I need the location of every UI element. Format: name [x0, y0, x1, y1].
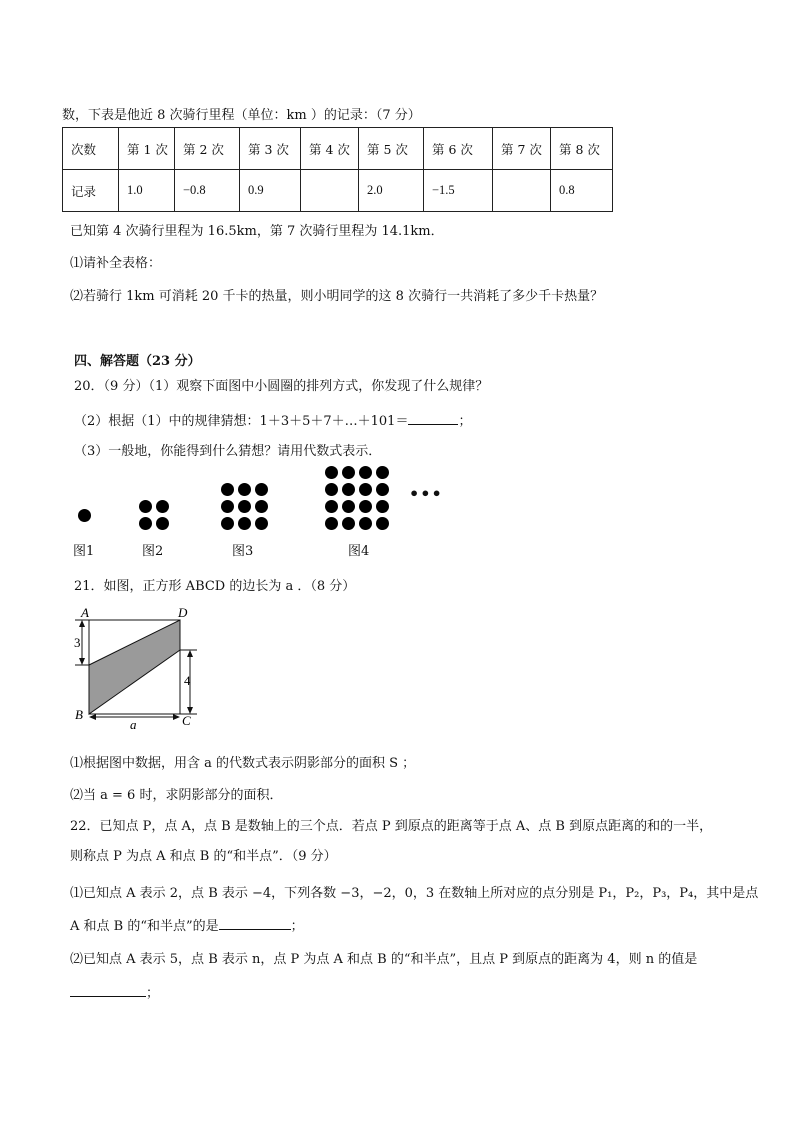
dot: [221, 500, 234, 513]
table-cell-empty[interactable]: [301, 170, 359, 212]
dot: [156, 500, 169, 513]
q22-part1b-text: A 和点 B 的“和半点”的是: [70, 919, 219, 934]
dot: [376, 466, 389, 479]
table-cell: 第 5 次: [359, 128, 424, 170]
dot: [139, 517, 152, 530]
table-cell: 第 2 次: [175, 128, 240, 170]
table-cell: −0.8: [175, 170, 240, 212]
ellipsis-dots: •••: [409, 484, 443, 503]
shaded-region: [89, 620, 180, 714]
q20-line2-text: （2）根据（1）中的规律猜想：1＋3＋5＋7＋…＋101＝: [74, 414, 409, 429]
record-table: [62, 127, 613, 212]
dot: [255, 483, 268, 496]
q21-part1: ⑴根据图中数据，用含 a 的代数式表示阴影部分的面积 S ；: [70, 756, 416, 771]
table-cell: 第 8 次: [551, 128, 613, 170]
table-cell: 第 4 次: [301, 128, 359, 170]
dot: [342, 517, 355, 530]
dot: [156, 517, 169, 530]
label-a-vertex: A: [81, 605, 89, 620]
q22-part2a: ⑵已知点 A 表示 5，点 B 表示 n，点 P 为点 A 和点 B 的“和半点”，且点 P 到原点的距离为 4，则 n 的值是: [70, 952, 698, 967]
dot: [359, 500, 372, 513]
dot: [255, 517, 268, 530]
arrow-icon: [173, 714, 180, 720]
q20-line3: （3）一般地，你能得到什么猜想？请用代数式表示．: [74, 444, 382, 459]
q20-line2: [74, 410, 471, 429]
dot: [221, 483, 234, 496]
dot: [376, 517, 389, 530]
table-row: [63, 170, 613, 212]
table-cell: 第 3 次: [240, 128, 301, 170]
q21-part2: ⑵当 a = 6 时，求阴影部分的面积．: [70, 788, 283, 803]
label-three: 3: [74, 635, 81, 650]
arrow-icon: [89, 714, 96, 720]
table-cell: −1.5: [424, 170, 493, 212]
dot: [238, 483, 251, 496]
q20-line2-end: ；: [458, 414, 472, 429]
q19-part2: ⑵若骑行 1km 可消耗 20 千卡的热量，则小明同学的这 8 次骑行一共消耗了多少千卡热量？: [70, 289, 604, 304]
q22-line1: 22．已知点 P，点 A，点 B 是数轴上的三个点．若点 P 到原点的距离等于点 A、点 B 到原点距离的和的一半，: [70, 819, 713, 834]
dot: [238, 500, 251, 513]
figure-label: 图3: [232, 544, 254, 559]
table-cell: 记录: [63, 170, 119, 212]
section-title: 四、解答题（23 分）: [74, 354, 201, 369]
dot: [221, 517, 234, 530]
figure-label: 图4: [348, 544, 370, 559]
dot: [139, 500, 152, 513]
label-c-vertex: C: [182, 713, 191, 728]
q20-line1: 20．（9 分）（1）观察下面图中小圆圈的排列方式，你发现了什么规律？: [74, 379, 489, 394]
table-cell: 次数: [63, 128, 119, 170]
arrow-icon: [187, 650, 193, 657]
dot: [325, 500, 338, 513]
dot: [342, 466, 355, 479]
dot: [255, 500, 268, 513]
q22-part1b: [70, 915, 304, 934]
arrow-icon: [79, 620, 85, 627]
table-cell: 0.9: [240, 170, 301, 212]
table-cell: 1.0: [119, 170, 175, 212]
dot: [325, 517, 338, 530]
dot: [376, 483, 389, 496]
q19-known: 已知第 4 次骑行里程为 16.5km，第 7 次骑行里程为 14.1km．: [70, 224, 444, 239]
q22-part2b-end: ；: [146, 986, 160, 1001]
dot: [376, 500, 389, 513]
dot: [325, 466, 338, 479]
label-b-vertex: B: [75, 707, 83, 722]
q19-intro: 数，下表是他近 8 次骑行里程（单位：km ）的记录：（7 分）: [62, 108, 421, 123]
q22-part1b-end: ；: [290, 919, 304, 934]
dot: [359, 483, 372, 496]
table-cell: 0.8: [551, 170, 613, 212]
table-cell-empty[interactable]: [493, 170, 551, 212]
dot: [342, 483, 355, 496]
q21-line1: 21．如图，正方形 ABCD 的边长为 a ．（8 分）: [74, 579, 356, 594]
q22-part2b: [70, 982, 159, 1001]
table-cell: 第 6 次: [424, 128, 493, 170]
dot: [238, 517, 251, 530]
arrow-icon: [79, 658, 85, 665]
q22-part1a: ⑴已知点 A 表示 2，点 B 表示 −4，下列各数 −3，−2，0，3 在数轴上所对应的点分别是 P₁，P₂，P₃，P₄，其中是点: [70, 886, 759, 901]
dot: [359, 466, 372, 479]
answer-blank[interactable]: [219, 917, 291, 930]
table-header-row: [63, 128, 613, 170]
label-four: 4: [184, 673, 191, 688]
dot: [359, 517, 372, 530]
dot: [325, 483, 338, 496]
table-cell: 2.0: [359, 170, 424, 212]
square-diagram: [70, 604, 210, 734]
table-cell: 第 7 次: [493, 128, 551, 170]
q19-part1: ⑴请补全表格：: [70, 256, 162, 271]
answer-blank[interactable]: [408, 412, 458, 425]
q22-line2: 则称点 P 为点 A 和点 B 的“和半点”．（9 分）: [70, 849, 337, 864]
dot: [78, 509, 91, 522]
figure-label: 图1: [73, 544, 95, 559]
dot: [342, 500, 355, 513]
table-cell: 第 1 次: [119, 128, 175, 170]
label-a-side: a: [130, 717, 137, 732]
figure-label: 图2: [142, 544, 164, 559]
label-d-vertex: D: [178, 605, 188, 620]
answer-blank[interactable]: [70, 984, 146, 997]
